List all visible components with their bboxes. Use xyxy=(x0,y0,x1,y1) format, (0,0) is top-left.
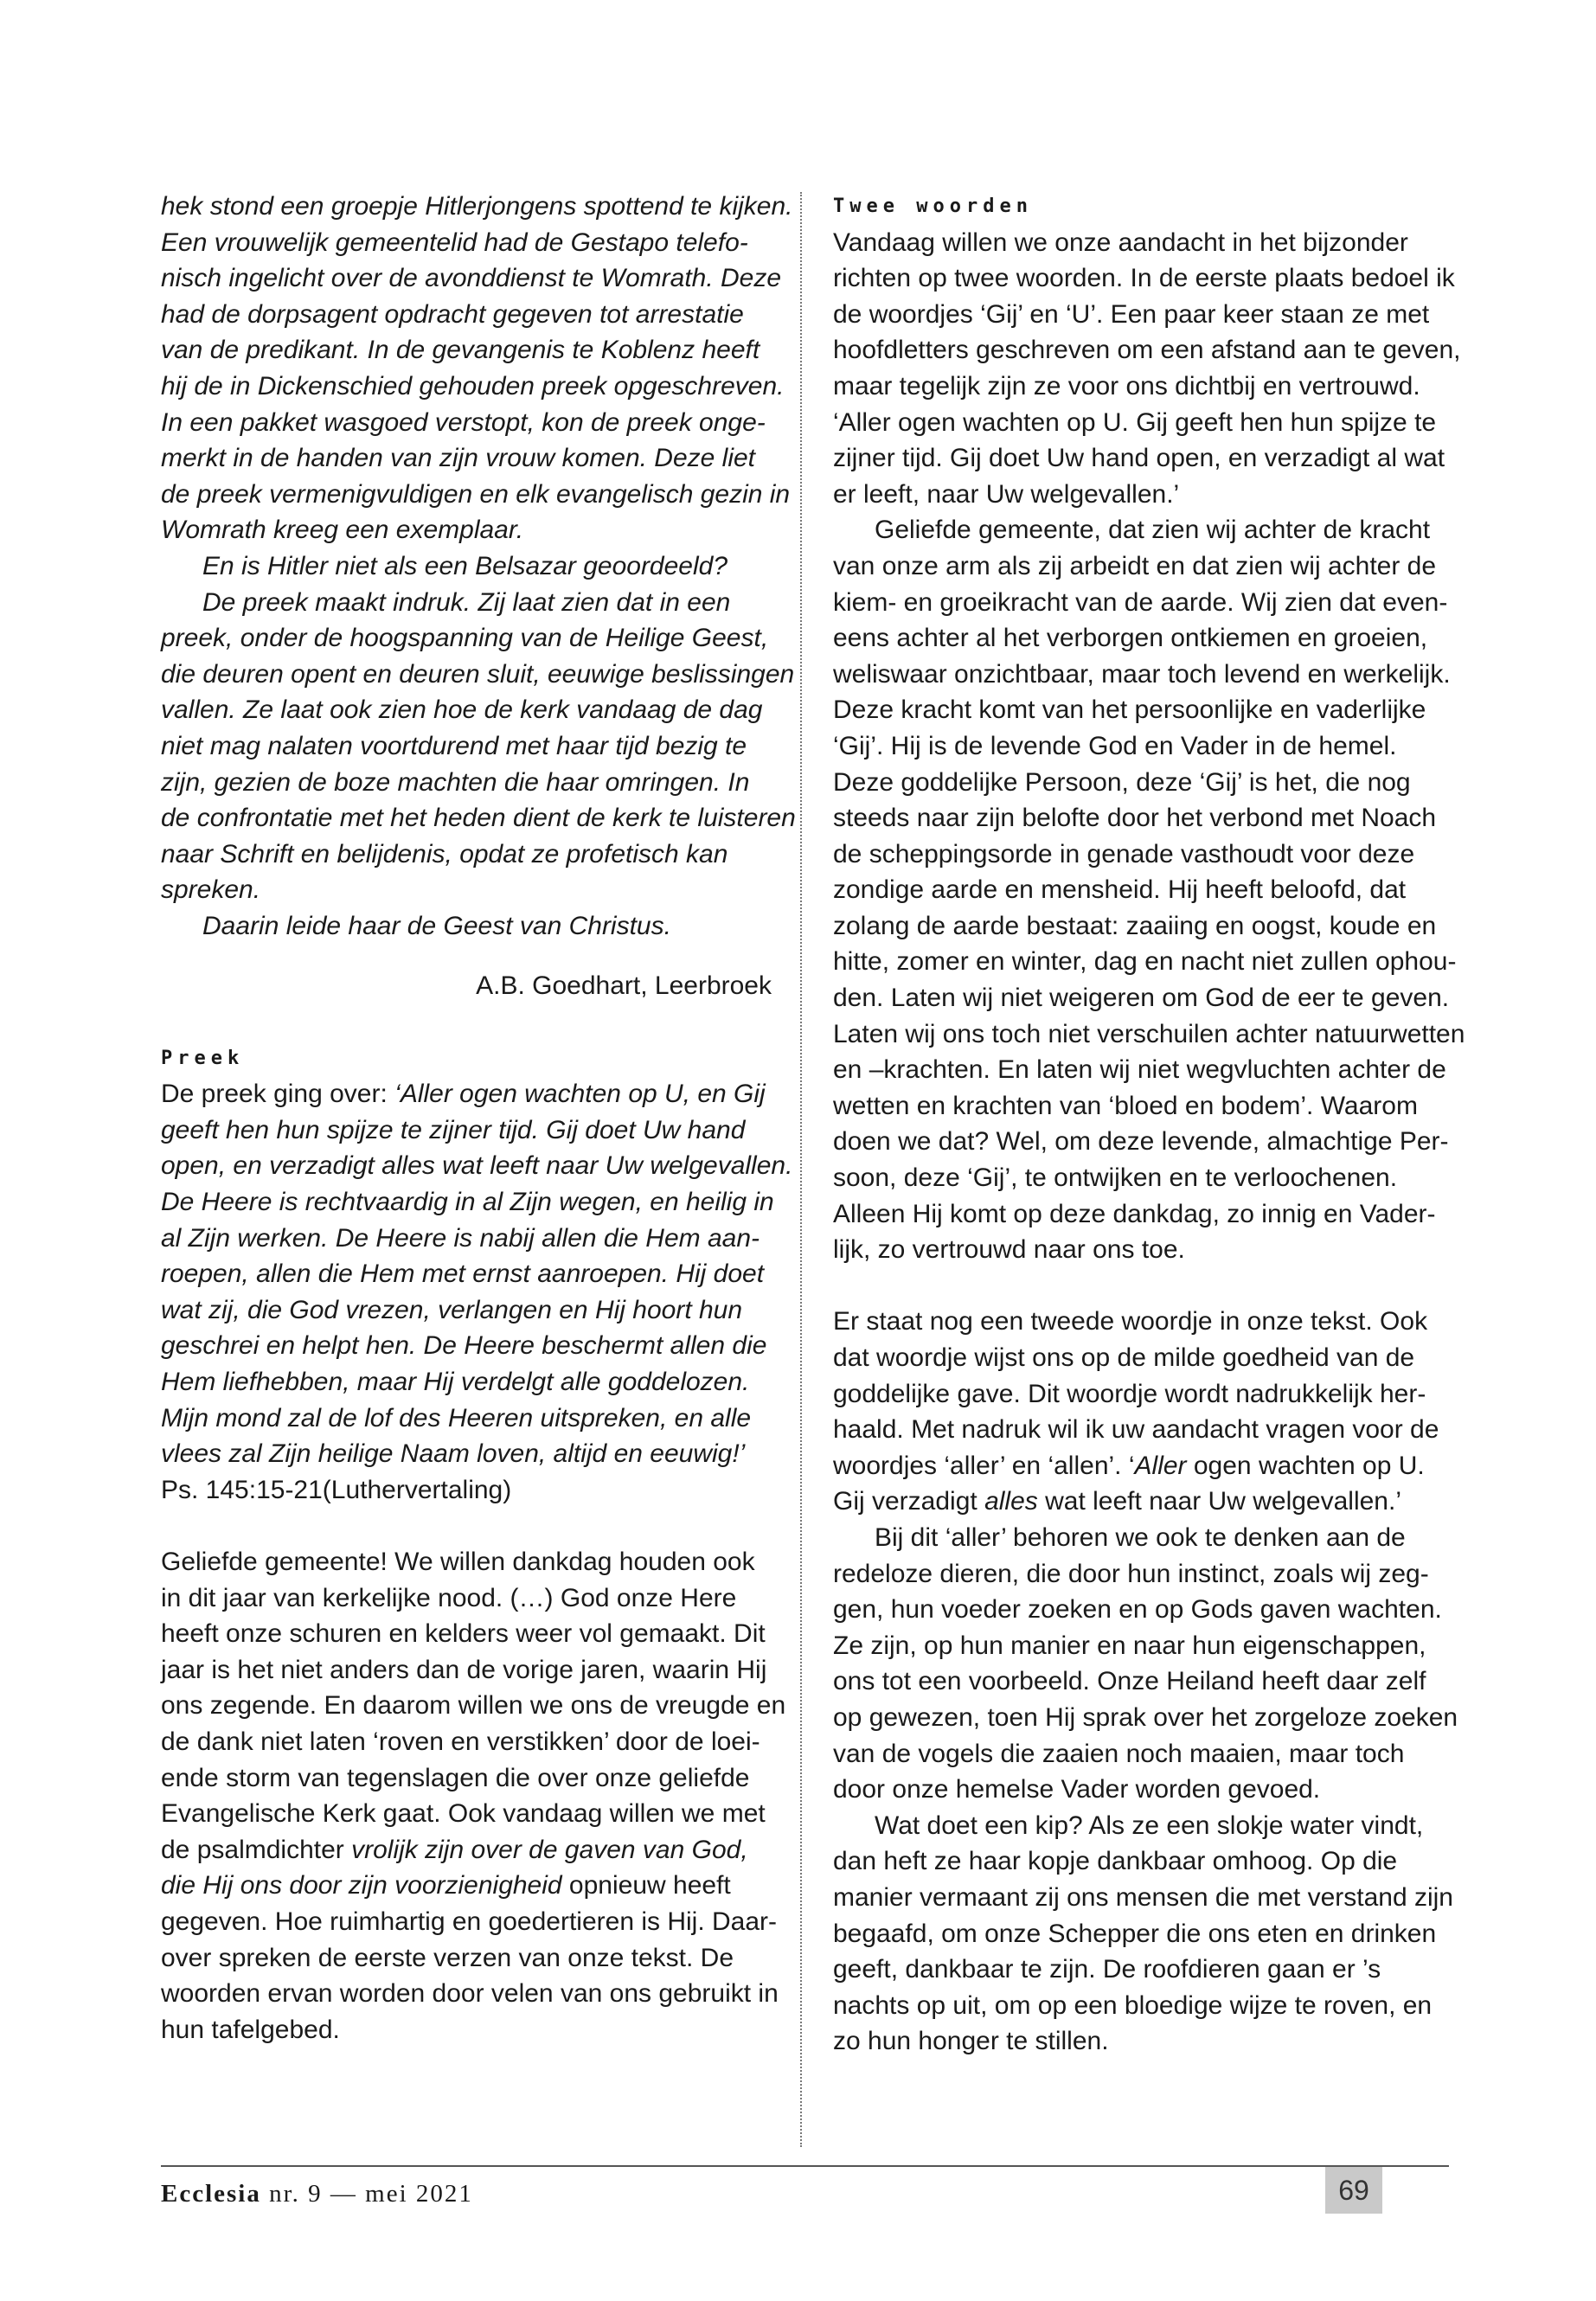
text-line: lijk, zo vertrouwd naar ons toe. xyxy=(833,1235,1185,1265)
text-line: eens achter al het verborgen ontkiemen en groeien, xyxy=(833,624,1428,653)
text-line: geeft, dankbaar te zijn. De roofdieren gaan er ’s xyxy=(833,1955,1381,1984)
aller-line xyxy=(833,1448,1449,1484)
footer-issue xyxy=(161,2180,473,2208)
power-paragraph xyxy=(833,512,1465,1267)
text-line: dat woordje wijst ons op de milde goedheid van de xyxy=(833,1343,1415,1372)
text-line: de woordjes ‘Gij’ en ‘U’. Een paar keer staan ze met xyxy=(833,299,1430,329)
animals-paragraph xyxy=(833,1520,1458,1808)
right-column xyxy=(833,189,1465,2060)
aller-lead: woordjes ‘aller’ en ‘allen’. ‘ xyxy=(833,1451,1135,1480)
text-line: van de vogels die zaaien noch maaien, maar toch xyxy=(833,1739,1405,1768)
aller-italic: Aller xyxy=(1134,1451,1187,1480)
chicken-paragraph xyxy=(833,1808,1453,2060)
alles-line xyxy=(833,1484,1449,1520)
text-line: Vandaag willen we onze aandacht in het bijzonder xyxy=(833,228,1408,257)
issue-info: nr. 9 — mei 2021 xyxy=(260,2180,473,2208)
impression-paragraph xyxy=(161,585,796,908)
author-signature: A.B. Goedhart, Leerbroek xyxy=(476,971,772,1001)
text-line: Een vrouwelijk gemeentelid had de Gestapo telefo- xyxy=(161,228,748,257)
text-line: kiem- en groeikracht van de aarde. Wij zien dat even- xyxy=(833,587,1448,617)
text-line: zondige aarde en mensheid. Hij heeft beloofd, dat xyxy=(833,875,1407,905)
text-line: Geliefde gemeente! We willen dankdag houden ook xyxy=(161,1547,755,1576)
text-line: en –krachten. En laten wij niet wegvluchten achter de xyxy=(833,1055,1446,1085)
text-line: zo hun honger te stillen. xyxy=(833,2027,1109,2056)
text-line: Evangelische Kerk gaat. Ook vandaag willen we met xyxy=(161,1799,766,1829)
text-line: Er staat nog een tweede woordje in onze tekst. Ook xyxy=(833,1307,1428,1336)
text-line: Mijn mond zal de lof des Heeren uitspreken, en alle xyxy=(161,1403,752,1433)
text-line: den. Laten wij niet weigeren om God de eer te geven. xyxy=(833,984,1450,1013)
psalm-italic: vrolijk zijn over de gaven van God, xyxy=(351,1835,748,1864)
text-line: niet mag nalaten voortdurend met haar tijd bezig te xyxy=(161,731,747,760)
provision-italic: die Hij ons door zijn voorzienigheid xyxy=(161,1871,562,1900)
text-line: jaar is het niet anders dan de vorige jaren, waarin Hij xyxy=(161,1655,767,1684)
text-line: zijner tijd. Gij doet Uw hand open, en verzadigt al wat xyxy=(833,444,1445,473)
text-line: roepen, allen die Hem met ernst aanroepen. Hij doet xyxy=(161,1259,765,1289)
text-line: er leeft, naar Uw welgevallen.’ xyxy=(833,479,1180,509)
spirit-line: Daarin leide haar de Geest van Christus. xyxy=(202,911,671,940)
text-line: de preek vermenigvuldigen en elk evangelisch gezin in xyxy=(161,479,791,509)
text-line: hij de in Dickenschied gehouden preek opgeschreven. xyxy=(161,371,785,401)
text-line: Womrath kreeg een exemplaar. xyxy=(161,516,524,545)
second-word-paragraph xyxy=(833,1304,1449,1447)
text-line: de scheppingsorde in genade vasthoudt voor deze xyxy=(833,839,1415,868)
preek-lead: De preek ging over: xyxy=(161,1080,395,1109)
text-line: In een pakket wasgoed verstopt, kon de preek onge- xyxy=(161,407,766,437)
text-line: redeloze dieren, die door hun instinct, zoals wij zeg- xyxy=(833,1559,1429,1588)
provision-rest: opnieuw heeft xyxy=(561,1871,731,1900)
footer-rule xyxy=(161,2165,1449,2167)
text-line: richten op twee woorden. In de eerste plaats bedoel ik xyxy=(833,264,1455,293)
text-line: ‘Gij’. Hij is de levende God en Vader in de hemel. xyxy=(833,731,1397,760)
text-line: goddelijke gave. Dit woordje wordt nadrukkelijk her- xyxy=(833,1379,1426,1408)
text-line: Laten wij ons toch niet verschuilen achter natuurwetten xyxy=(833,1019,1465,1048)
text-line: hun tafelgebed. xyxy=(161,2015,340,2044)
alles-lead: Gij verzadigt xyxy=(833,1487,985,1516)
intro-paragraph xyxy=(161,189,793,548)
text-line: had de dorpsagent opdracht gegeven tot arrestatie xyxy=(161,299,744,329)
text-line: nachts op uit, om op een bloedige wijze te roven, en xyxy=(833,1990,1433,2020)
text-line: van onze arm als zij arbeidt en dat zien wij achter de xyxy=(833,551,1437,580)
text-line: maar tegelijk zijn ze voor ons dichtbij en vertrouwd. xyxy=(833,371,1420,401)
text-line: al Zijn werken. De Heere is nabij allen die Hem aan- xyxy=(161,1223,760,1253)
text-line: manier vermaant zij ons mensen die met verstand zijn xyxy=(833,1882,1453,1912)
text-line: Alleen Hij komt op deze dankdag, zo innig en Vader- xyxy=(833,1199,1436,1228)
left-column xyxy=(161,189,796,2048)
text-line: van de predikant. In de gevangenis te Koblenz heeft xyxy=(161,336,760,365)
belsazar-line: En is Hitler niet als een Belsazar geoordeeld? xyxy=(202,551,728,580)
magazine-name: Ecclesia xyxy=(161,2180,261,2208)
text-line: naar Schrift en belijdenis, opdat ze profetisch kan xyxy=(161,839,728,868)
preek-quote-start: ‘Aller ogen wachten op U, en Gij xyxy=(394,1080,766,1109)
text-line: ons zegende. En daarom willen we ons de vreugde en xyxy=(161,1691,786,1721)
thanksgiving-paragraph-end xyxy=(161,1904,779,2048)
text-line: vallen. Ze laat ook zien hoe de kerk vandaag de dag xyxy=(161,695,763,725)
text-line: gegeven. Hoe ruimhartig en goedertieren is Hij. Daar- xyxy=(161,1907,778,1936)
provision-line xyxy=(161,1868,772,1904)
psalm-lead: de psalmdichter xyxy=(161,1835,352,1864)
text-line: Hem liefhebben, maar Hij verdelgt alle goddelozen. xyxy=(161,1368,750,1396)
text-line: ‘Aller ogen wachten op U. Gij geeft hen hun spijze te xyxy=(833,407,1437,437)
aller-rest: ogen wachten op U. xyxy=(1186,1451,1425,1480)
text-line: Deze goddelijke Persoon, deze ‘Gij’ is het, die nog xyxy=(833,767,1411,797)
preek-quote xyxy=(161,1112,793,1472)
text-line: wetten en krachten van ‘bloed en bodem’. Waarom xyxy=(833,1091,1418,1120)
text-line: hek stond een groepje Hitlerjongens spottend te kijken. xyxy=(161,192,793,221)
text-line: ende storm van tegenslagen die over onze geliefde xyxy=(161,1763,750,1792)
text-line: weliswaar onzichtbaar, maar toch levend en werkelijk. xyxy=(833,659,1451,689)
text-line: haald. Met nadruk wil ik uw aandacht vragen voor de xyxy=(833,1415,1439,1445)
text-line: op gewezen, toen Hij sprak over het zorgeloze zoeken xyxy=(833,1702,1458,1732)
text-line: Wat doet een kip? Als ze een slokje water vindt, xyxy=(875,1811,1424,1840)
text-line: heeft onze schuren en kelders weer vol gemaakt. Dit xyxy=(161,1619,766,1649)
text-line: nisch ingelicht over de avonddienst te Womrath. Deze xyxy=(161,264,782,293)
text-line: woorden ervan worden door velen van ons gebruikt in xyxy=(161,1979,779,2009)
text-line: vlees zal Zijn heilige Naam loven, altijd en eeuwig!’ xyxy=(161,1439,746,1469)
preek-heading: Preek xyxy=(161,1047,245,1069)
scripture-reference: Ps. 145:15-21(Luthervertaling) xyxy=(161,1475,512,1504)
text-line: zolang de aarde bestaat: zaaiing en oogst, koude en xyxy=(833,911,1437,940)
text-line: Deze kracht komt van het persoonlijke en vaderlijke xyxy=(833,695,1426,725)
text-line: wat zij, die God vrezen, verlangen en Hij hoort hun xyxy=(161,1295,743,1324)
text-line: geeft hen hun spijze te zijner tijd. Gij doet Uw hand xyxy=(161,1115,746,1144)
column-divider xyxy=(800,192,802,2147)
text-line: Geliefde gemeente, dat zien wij achter de kracht xyxy=(875,516,1431,545)
text-line: hitte, zomer en winter, dag en nacht niet zullen ophou- xyxy=(833,947,1457,977)
text-line: spreken. xyxy=(161,875,261,905)
text-line: de dank niet laten ‘roven en verstikken’ door de loei- xyxy=(161,1727,760,1756)
text-line: doen we dat? Wel, om deze levende, almachtige Per- xyxy=(833,1127,1449,1157)
text-line: Bij dit ‘aller’ behoren we ook te denken aan de xyxy=(875,1522,1406,1552)
text-line: over spreken de eerste verzen van onze tekst. De xyxy=(161,1943,734,1972)
text-line: open, en verzadigt alles wat leeft naar Uw welgevallen. xyxy=(161,1151,793,1181)
alles-rest: wat leeft naar Uw welgevallen.’ xyxy=(1037,1487,1401,1516)
text-line: dan heft ze haar kopje dankbaar omhoog. Op die xyxy=(833,1847,1398,1876)
page-number: 69 xyxy=(1325,2167,1382,2214)
text-line: De preek maakt indruk. Zij laat zien dat in een xyxy=(202,587,731,617)
psalm-line xyxy=(161,1832,772,1868)
text-line: Ze zijn, op hun manier en naar hun eigenschappen, xyxy=(833,1631,1426,1660)
text-line: De Heere is rechtvaardig in al Zijn wegen, en heilig in xyxy=(161,1188,774,1217)
text-line: gen, hun voeder zoeken en op Gods gaven wachten. xyxy=(833,1595,1442,1625)
thanksgiving-paragraph xyxy=(161,1544,786,1832)
text-line: ons tot een voorbeeld. Onze Heiland heeft daar zelf xyxy=(833,1667,1426,1696)
preek-first-line xyxy=(161,1076,772,1112)
alles-italic: alles xyxy=(984,1487,1038,1516)
twee-woorden-heading: Twee woorden xyxy=(833,195,1033,217)
text-line: die deuren opent en deuren sluit, eeuwige beslissingen xyxy=(161,659,795,689)
text-line: begaafd, om onze Schepper die ons eten en drinken xyxy=(833,1919,1437,1948)
text-line: in dit jaar van kerkelijke nood. (…) God onze Here xyxy=(161,1583,737,1612)
text-line: hoofdletters geschreven om een afstand aan te geven, xyxy=(833,336,1461,365)
text-line: steeds naar zijn belofte door het verbond met Noach xyxy=(833,804,1437,833)
text-line: door onze hemelse Vader worden gevoed. xyxy=(833,1775,1321,1804)
text-line: zijn, gezien de boze machten die haar omringen. In xyxy=(161,767,750,797)
text-line: de confrontatie met het heden dient de kerk te luisteren xyxy=(161,804,796,833)
text-line: geschrei en helpt hen. De Heere beschermt allen die xyxy=(161,1331,767,1361)
text-line: preek, onder de hoogspanning van de Heilige Geest, xyxy=(161,624,769,653)
text-line: merkt in de handen van zijn vrouw komen. Deze liet xyxy=(161,444,756,473)
text-line: soon, deze ‘Gij’, te ontwijken en te verloochenen. xyxy=(833,1163,1398,1193)
two-words-paragraph xyxy=(833,225,1461,513)
